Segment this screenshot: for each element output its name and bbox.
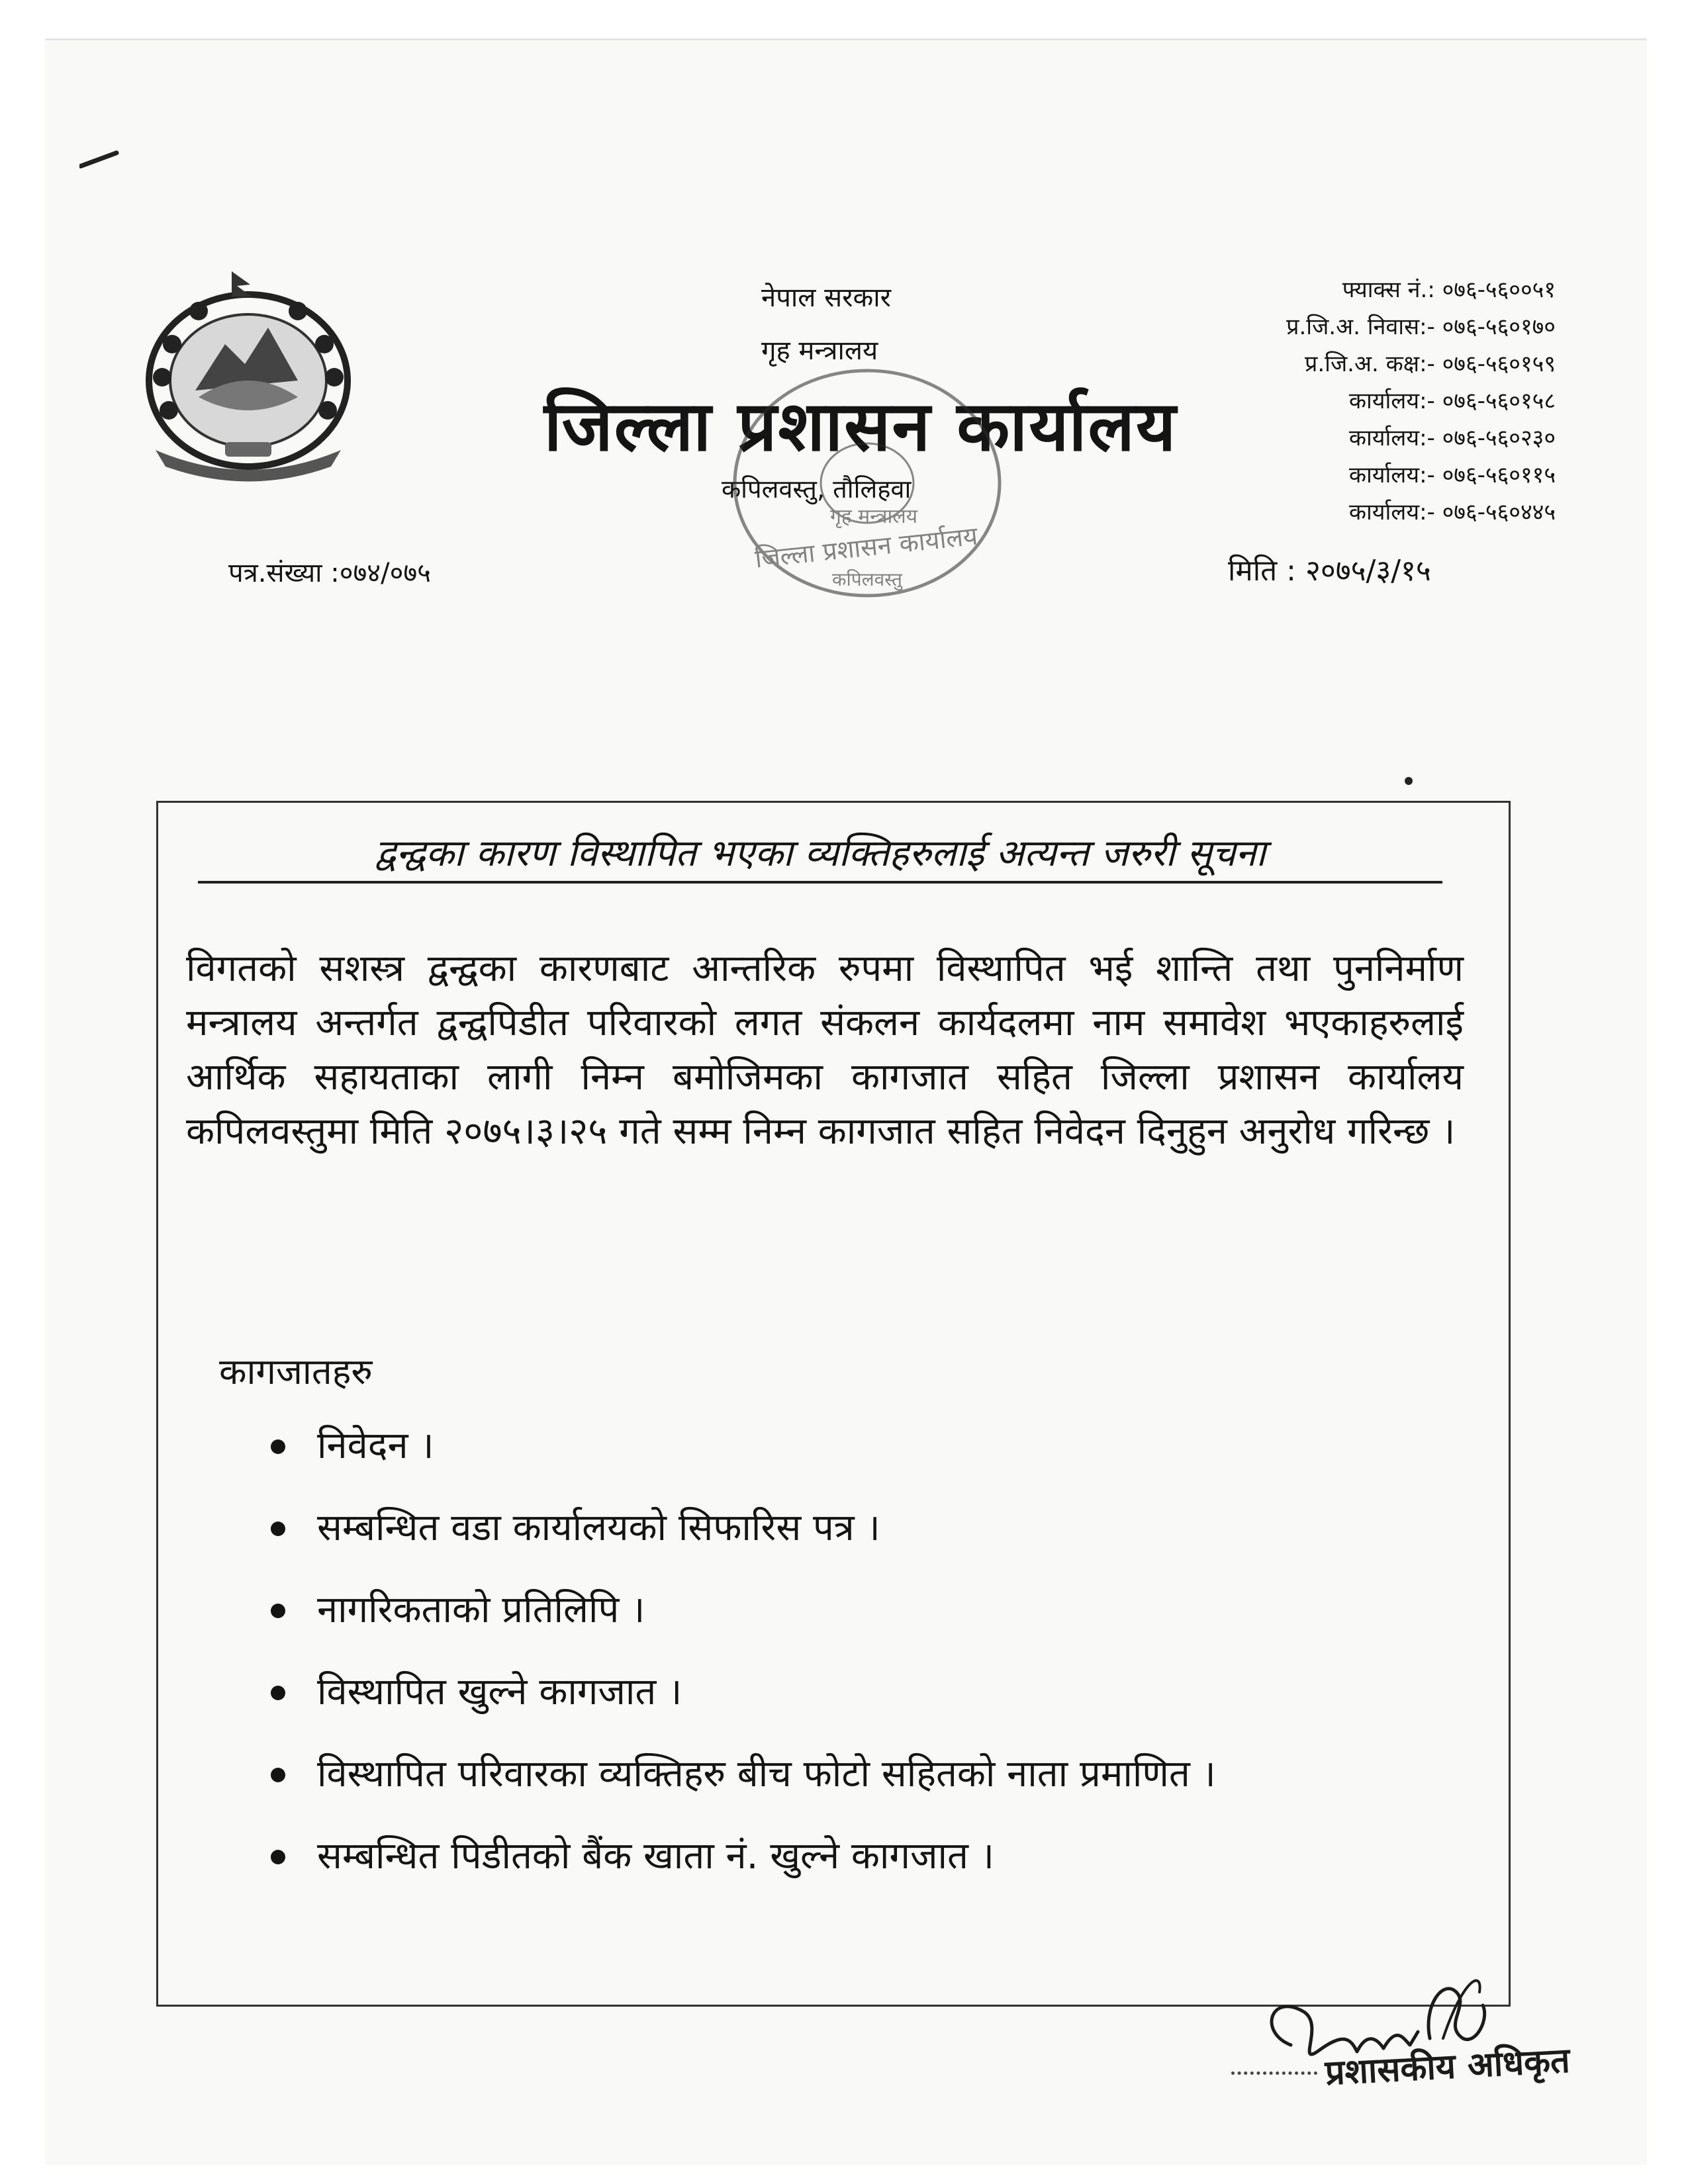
stamp-text-top: गृह मन्त्रालय bbox=[829, 505, 918, 528]
bullet-icon bbox=[271, 1522, 285, 1536]
documents-heading: कागजातहरु bbox=[219, 1351, 373, 1392]
notice-title: द्वन्द्वका कारण विस्थापित भएका व्यक्तिहरुलाई अत्यन्त जरुरी सूचना bbox=[198, 827, 1442, 884]
office-title: जिल्ला प्रशासन कार्यालय bbox=[543, 386, 1178, 467]
list-item bbox=[271, 1747, 1429, 1802]
documents-list bbox=[271, 1418, 1429, 1911]
stamp-text-middle: जिल्ला प्रशासन कार्यालय bbox=[753, 521, 979, 574]
scan-mark bbox=[1402, 774, 1415, 788]
stamp-text-bottom: कपिलवस्तु bbox=[831, 569, 903, 590]
bullet-icon bbox=[271, 1850, 285, 1864]
list-item bbox=[271, 1500, 1429, 1556]
bullet-icon bbox=[271, 1604, 285, 1618]
bullet-icon bbox=[271, 1768, 285, 1782]
ministry-name: गृह मन्त्रालय bbox=[761, 336, 878, 366]
contact-cdo-room: प्र.जि.अ. कक्ष:- ०७६-५६०१५९ bbox=[1305, 351, 1556, 377]
government-name: नेपाल सरकार bbox=[761, 283, 891, 313]
contact-office: कार्यालय:- ०७६-५६०२३० bbox=[1348, 425, 1556, 451]
office-address: कपिलवस्तु, तौलिहवा bbox=[722, 475, 912, 504]
contact-list bbox=[1286, 271, 1556, 531]
document-text: विस्थापित खुल्ने कागजात । bbox=[317, 1670, 682, 1713]
signature-line bbox=[1231, 2071, 1317, 2075]
nepal-emblem-icon bbox=[132, 265, 364, 490]
contact-cdo-residence: प्र.जि.अ. निवास:- ०७६-५६०१७० bbox=[1286, 314, 1556, 340]
document-text: निवेदन । bbox=[317, 1424, 434, 1467]
document-text: सम्बन्धित वडा कार्यालयको सिफारिस पत्र । bbox=[317, 1506, 880, 1549]
contact-office: कार्यालय:- ०७६-५६०४४५ bbox=[1348, 499, 1556, 525]
office-stamp bbox=[715, 351, 1019, 615]
notice-body: विगतको सशस्त्र द्वन्द्वका कारणबाट आन्तरिक रुपमा विस्थापित भई शान्ति तथा पुननिर्माण मन्त्रालय अन्तर्गत द्वन्द्वपिडीत परिवारको लगत संकलन कार्यदलमा नाम समावेश भएकाहरुलाई आर्थिक सहायताका लागी निम्न बमोजिमका कागजात सहित जिल्ला प्रशासन कार्यालय कपिलवस्तुमा मिति २०७५।३।२५ गते सम्म निम्न कागजात सहित निवेदन दिनुहुन अनुरोध गरिन्छ । bbox=[186, 947, 1464, 1153]
list-item bbox=[271, 1829, 1429, 1884]
bullet-icon bbox=[271, 1686, 285, 1700]
reference-number: पत्र.संख्या :०७४/०७५ bbox=[228, 558, 431, 588]
bullet-icon bbox=[271, 1439, 285, 1454]
list-item bbox=[271, 1664, 1429, 1720]
document-text: विस्थापित परिवारका व्यक्तिहरु बीच फोटो सहितको नाता प्रमाणित । bbox=[317, 1752, 1216, 1796]
notice-box bbox=[156, 801, 1511, 2007]
document-text: सम्बन्धित पिडीतको बैंक खाता नं. खुल्ने कागजात । bbox=[317, 1835, 994, 1878]
document-text: नागरिकताको प्रतिलिपि । bbox=[317, 1588, 645, 1631]
scan-mark bbox=[79, 149, 119, 169]
letter-date: मिति : २०७५/३/१५ bbox=[1228, 554, 1431, 588]
contact-fax: फ्याक्स नं.: ०७६-५६००५१ bbox=[1342, 277, 1556, 303]
list-item bbox=[271, 1582, 1429, 1638]
contact-office: कार्यालय:- ०७६-५६०१५८ bbox=[1348, 388, 1556, 414]
contact-office: कार्यालय:- ०७६-५६०११५ bbox=[1348, 462, 1556, 488]
signer-title: प्रशासकीय अधिकृत bbox=[1324, 2040, 1571, 2093]
list-item bbox=[271, 1418, 1429, 1474]
